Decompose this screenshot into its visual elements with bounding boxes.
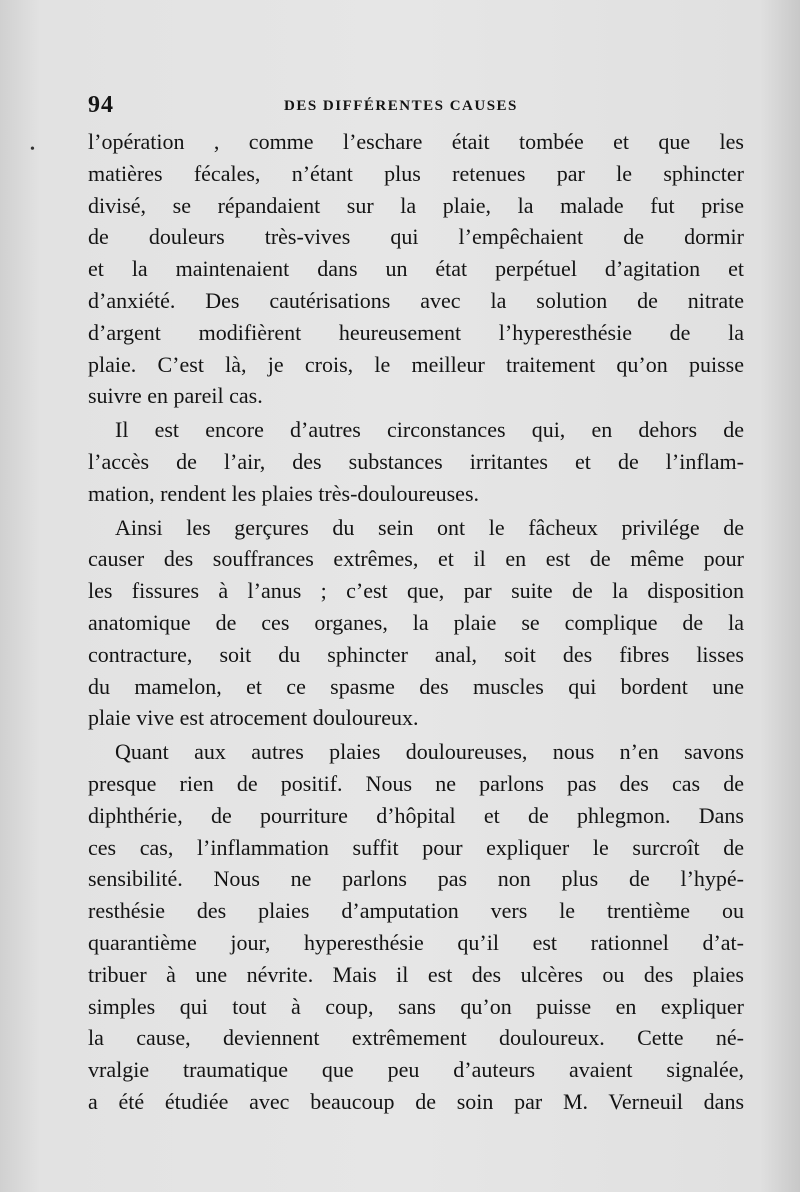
text-line: matières fécales, n’étant plus retenues par le sphincter	[88, 160, 744, 186]
paragraph	[88, 512, 744, 735]
text-line: resthésie des plaies d’amputation vers le trentième ou	[88, 898, 744, 924]
text-line: plaie vive est atrocement douloureux.	[88, 705, 419, 731]
text-line: plaie. C’est là, je crois, le meilleur traitement qu’on puisse	[88, 351, 744, 377]
text-line: contracture, soit du sphincter anal, soit des fibres lisses	[88, 641, 744, 667]
text-line: vralgie traumatique que peu d’auteurs avaient signalée,	[88, 1057, 744, 1083]
text-line: du mamelon, et ce spasme des muscles qui bordent une	[88, 673, 744, 699]
text-line: a été étudiée avec beaucoup de soin par M. Verneuil dans	[88, 1088, 744, 1114]
text-line: causer des souffrances extrêmes, et il en est de même pour	[88, 546, 744, 572]
paragraph	[88, 736, 744, 1118]
text-line: presque rien de positif. Nous ne parlons pas des cas de	[88, 770, 744, 796]
text-line: Quant aux autres plaies douloureuses, nous n’en savons	[115, 739, 744, 765]
body-text	[88, 126, 744, 1118]
text-line: suivre en pareil cas.	[88, 383, 263, 409]
margin-mark: •	[30, 142, 35, 157]
text-line: tribuer à une névrite. Mais il est des ulcères ou des plaies	[88, 961, 744, 987]
text-line: d’anxiété. Des cautérisations avec la solution de nitrate	[88, 287, 744, 313]
text-line: Il est encore d’autres circonstances qui, en dehors de	[115, 417, 744, 443]
text-line: l’accès de l’air, des substances irritantes et de l’inflam-	[88, 448, 744, 474]
text-line: la cause, deviennent extrêmement douloureux. Cette né-	[88, 1025, 744, 1051]
text-line: quarantième jour, hyperesthésie qu’il est rationnel d’at-	[88, 929, 744, 955]
text-line: sensibilité. Nous ne parlons pas non plus de l’hypé-	[88, 866, 744, 892]
paragraph	[88, 126, 744, 412]
paragraph	[88, 414, 744, 509]
text-line: d’argent modifièrent heureusement l’hyperesthésie de la	[88, 319, 744, 345]
text-line: l’opération , comme l’eschare était tombée et que les	[88, 129, 744, 154]
page-number: 94	[88, 92, 114, 118]
text-line: mation, rendent les plaies très-douloureuses.	[88, 480, 480, 506]
page-header	[88, 92, 744, 122]
text-line: divisé, se répandaient sur la plaie, la malade fut prise	[88, 192, 744, 218]
text-line: simples qui tout à coup, sans qu’on puisse en expliquer	[88, 993, 744, 1019]
text-line: ces cas, l’inflammation suffit pour expliquer le surcroît de	[88, 834, 744, 860]
text-line: diphthérie, de pourriture d’hôpital et de phlegmon. Dans	[88, 802, 744, 828]
text-line: et la maintenaient dans un état perpétuel d’agitation et	[88, 256, 744, 282]
text-line: de douleurs très-vives qui l’empêchaient de dormir	[88, 224, 744, 250]
text-line: les fissures à l’anus ; c’est que, par suite de la disposition	[88, 578, 744, 604]
text-line: Ainsi les gerçures du sein ont le fâcheux privilége de	[115, 514, 744, 540]
text-line: anatomique de ces organes, la plaie se complique de la	[88, 609, 744, 635]
running-head: DES DIFFÉRENTES CAUSES	[284, 98, 518, 114]
